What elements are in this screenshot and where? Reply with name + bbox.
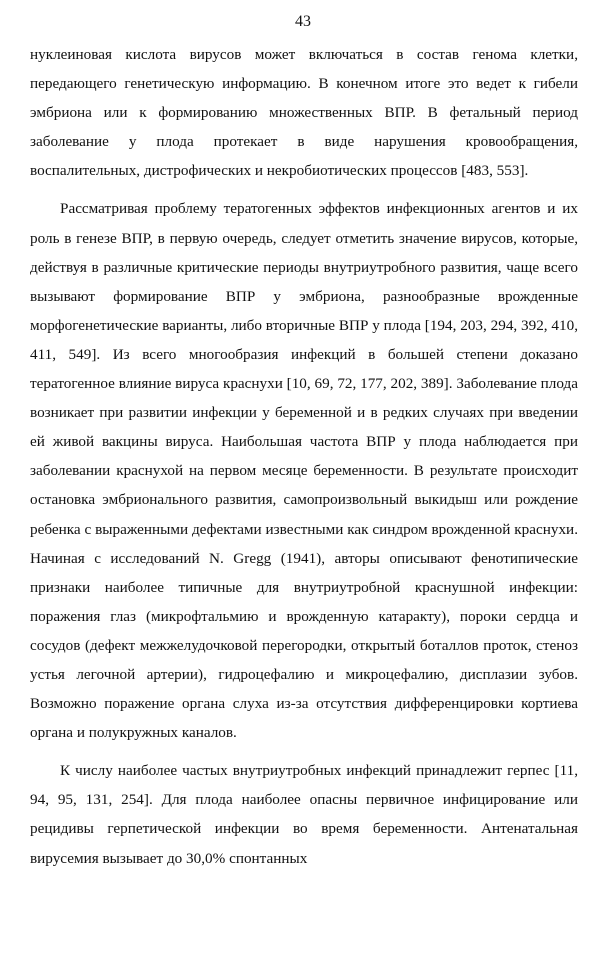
page-number: 43 [295,13,311,30]
paragraph-herpes: К числу наиболее частых внутриутробных инфекций принадлежит герпес [11, 94, 95, 131, 254]. Для плода наиболее опасны первичное инфицирование или рецидивы герпетической инфекции во время беременности. Антенатальная вирусемия вызывает до 30,0% спонтанных [30,762,578,867]
paragraph-viral-teratogens: Рассматривая проблему тератогенных эффектов инфекционных агентов и их роль в генезе ВПР, в первую очередь, следует отметить значение вирусов, которые, действуя в различные критические периоды внутриутробного развития, чаще всего вызывают формирование ВПР у эмбриона, разнообразные врожденные морфогенетические варианты, либо вторичные ВПР у плода [194, 203, 294, 392, 410, 411, 549]. Из всего многообразия инфекций в большей степени доказано тератогенное влияние вируса краснухи [10, 69, 72, 177, 202, 389]. Заболевание плода возникает при развитии инфекции у беременной и в редких случаях при введении ей живой вакцины вируса. Наибольшая частота ВПР у плода наблюдается при заболевании краснухой на первом месяце беременности. В результате происходит остановка эмбрионального развития, самопроизвольный выкидыш или рождение ребенка с выраженными дефектами известными как синдром врожденной краснухи. Начиная с исследований N. Gregg (1941), авторы описывают фенотипические признаки наиболее типичные для внутриутробной краснушной инфекции: поражения глаз (микрофтальмию и врожденную катаракту), пороки сердца и сосудов (дефект межжелудочковой перегородки, открытый боталлов проток, стеноз устья легочной артерии), гидроцефалию и микроцефалию, дисплазии зубов. Возможно поражение органа слуха из-за отсутствия дифференцировки кортиева органа и полукружных каналов. [30,200,578,742]
paragraph-continuation: нуклеиновая кислота вирусов может включаться в состав генома клетки, передающего генетическую информацию. В конечном итоге это ведет к гибели эмбриона или к формированию множественных ВПР. В фетальный период заболевание у плода протекает в виде нарушения кровообращения, воспалительных, дистрофических и некробиотических процессов [483, 553]. [30,46,578,180]
text-body [30,40,578,873]
